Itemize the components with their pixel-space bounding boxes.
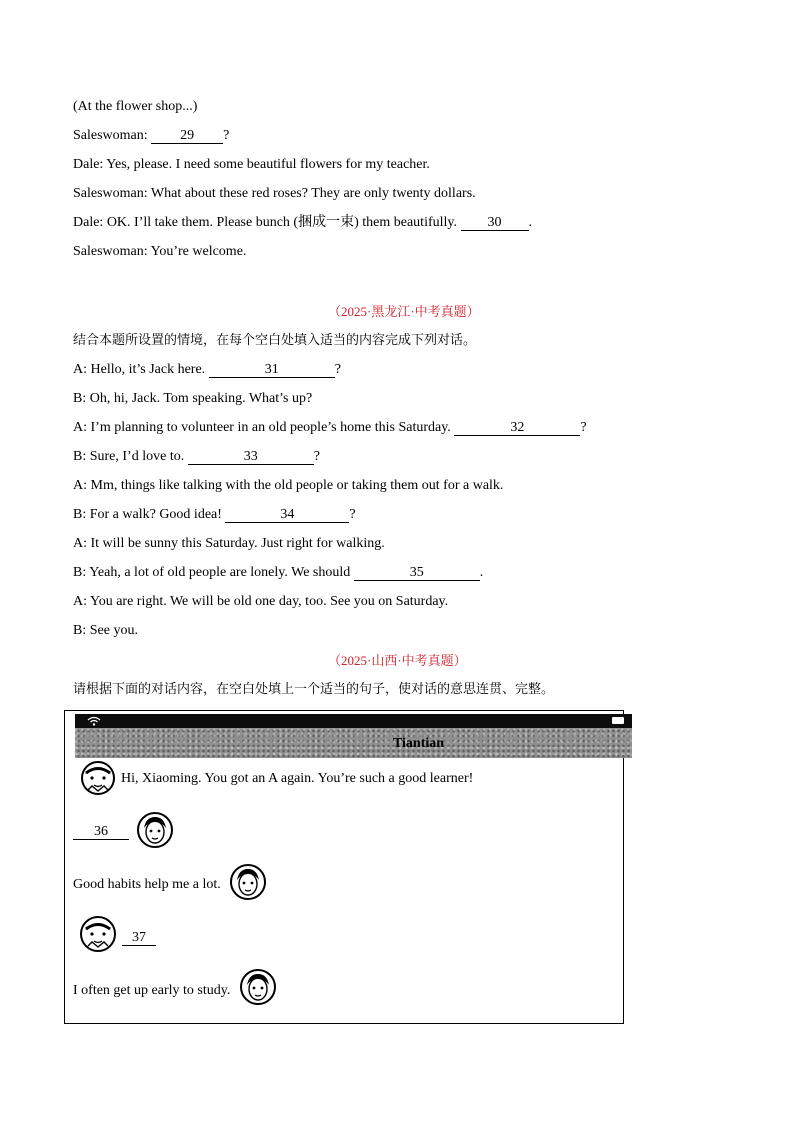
answer-blank[interactable]: 29 <box>151 128 223 144</box>
wifi-icon <box>87 716 101 726</box>
scene-note: (At the flower shop...) <box>73 99 198 114</box>
dialogue-punct: . <box>479 565 484 580</box>
chat-title-bar <box>75 728 632 758</box>
answer-blank[interactable]: 34 <box>225 507 349 523</box>
dialogue-line <box>73 214 532 232</box>
dialogue-line: A: You are right. We will be old one day, too. See you on Saturday. <box>73 594 449 609</box>
instruction: 请根据下面的对话内容，在空白处填上一个适当的句子，使对话的意思连贯、完整。 <box>73 682 555 697</box>
battery-icon <box>612 717 624 724</box>
dialogue-line <box>73 127 229 145</box>
answer-blank[interactable]: 33 <box>188 449 314 465</box>
dialogue-punct: ? <box>313 449 320 464</box>
tiantian-avatar-icon <box>76 760 120 796</box>
dialogue-line: A: Mm, things like talking with the old people or taking them out for a walk. <box>73 478 504 493</box>
dialogue-line: A: It will be sunny this Saturday. Just right for walking. <box>73 536 385 551</box>
tiantian-avatar-icon <box>76 914 120 954</box>
dialogue-line <box>73 506 356 524</box>
chat-message <box>122 929 156 947</box>
dialogue-line <box>73 419 587 437</box>
question-source: （2025·黑龙江·中考真题） <box>328 304 480 319</box>
answer-blank[interactable]: 31 <box>209 362 335 378</box>
chat-header <box>75 714 632 758</box>
dialogue-text: B: Sure, I’d love to. <box>73 449 188 464</box>
chat-message: I often get up early to study. <box>73 983 231 998</box>
dialogue-line: B: See you. <box>73 623 138 638</box>
dialogue-text: Saleswoman: <box>73 128 152 143</box>
question-source: （2025·山西·中考真题） <box>328 653 467 668</box>
dialogue-punct: ? <box>580 420 587 435</box>
dialogue-line: B: Oh, hi, Jack. Tom speaking. What’s up? <box>73 391 313 406</box>
xiaoming-avatar-icon <box>136 811 174 849</box>
dialogue-punct: . <box>528 215 532 230</box>
answer-blank[interactable]: 35 <box>354 565 480 581</box>
xiaoming-avatar-icon <box>239 968 277 1006</box>
dialogue-punct: ? <box>334 362 341 377</box>
instruction: 结合本题所设置的情境，在每个空白处填入适当的内容完成下列对话。 <box>73 333 477 348</box>
chat-message: Good habits help me a lot. <box>73 877 221 892</box>
dialogue-line <box>73 448 320 466</box>
dialogue-line: Saleswoman: You’re welcome. <box>73 244 247 259</box>
dialogue-punct: ? <box>349 507 356 522</box>
dialogue-line <box>73 564 483 582</box>
answer-blank[interactable]: 36 <box>73 824 129 840</box>
chat-message: Hi, Xiaoming. You got an A again. You’re such a good learner! <box>121 771 474 786</box>
dialogue-line <box>73 361 341 379</box>
dialogue-line: Dale: Yes, please. I need some beautiful flowers for my teacher. <box>73 157 430 172</box>
dialogue-punct: ? <box>223 128 230 143</box>
dialogue-text: B: For a walk? Good idea! <box>73 507 226 522</box>
answer-blank[interactable]: 37 <box>122 930 156 946</box>
dialogue-text: Dale: OK. I’ll take them. Please bunch (捆成一束) them beautifully. <box>73 215 461 230</box>
xiaoming-avatar-icon <box>229 863 267 901</box>
dialogue-text: A: I’m planning to volunteer in an old people’s home this Saturday. <box>73 420 455 435</box>
chat-title: Tiantian <box>392 736 445 751</box>
dialogue-text: B: Yeah, a lot of old people are lonely. We should <box>73 565 354 580</box>
status-bar <box>75 714 632 728</box>
dialogue-text: A: Hello, it’s Jack here. <box>73 362 209 377</box>
answer-blank[interactable]: 30 <box>461 215 529 231</box>
answer-blank[interactable]: 32 <box>454 420 580 436</box>
dialogue-line: Saleswoman: What about these red roses? They are only twenty dollars. <box>73 186 476 201</box>
chat-message <box>73 823 129 841</box>
